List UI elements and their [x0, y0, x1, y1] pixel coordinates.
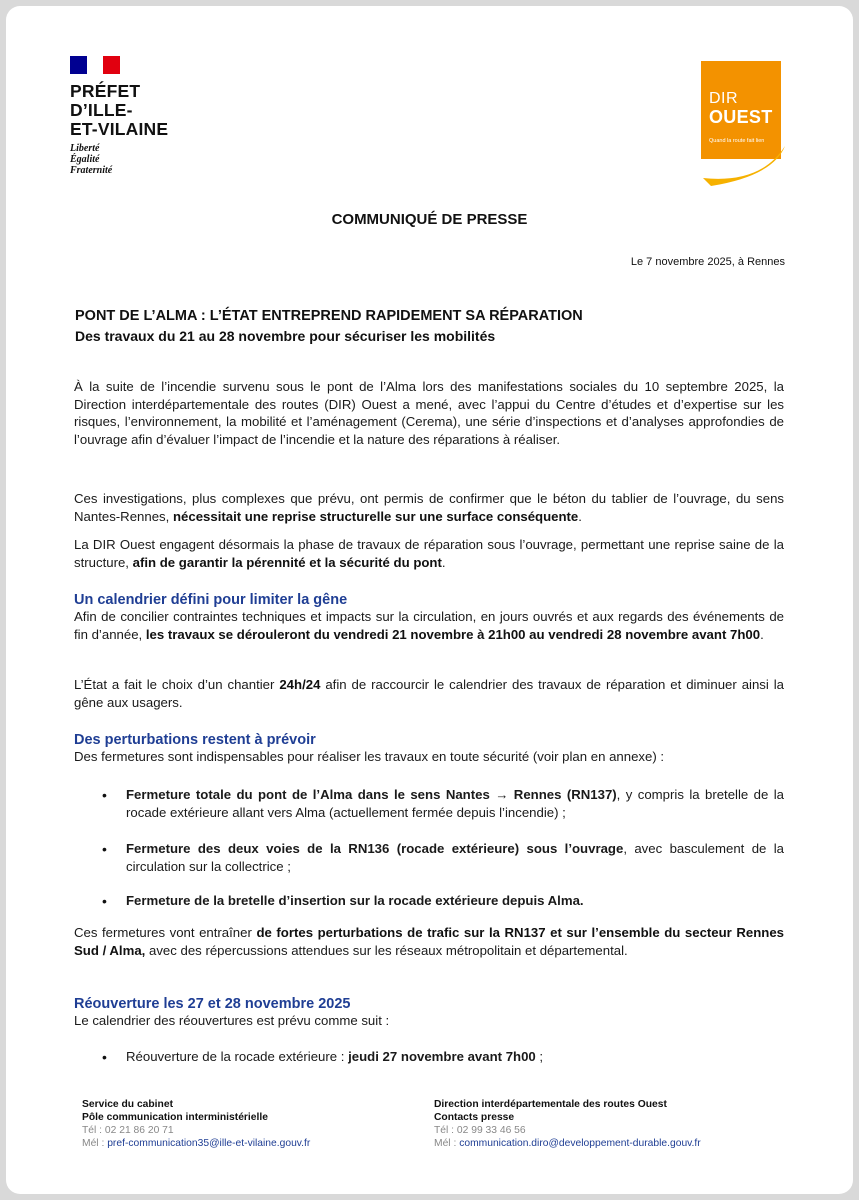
footer-right-contacts: Contacts presse	[434, 1112, 515, 1123]
press-release-page	[6, 6, 853, 1194]
dir-swoosh-icon	[701, 106, 801, 186]
paragraph-investigations: Ces investigations, plus complexes que prévu, ont permis de confirmer que le béton du tablier de l’ouvrage, du sens Nantes-Rennes, nécessitait une reprise structurelle sur une surface conséquente.	[74, 491, 784, 524]
footer-left-phone: Tél : 02 21 86 20 71	[82, 1125, 174, 1136]
dir-logo-line1: DIR	[709, 90, 739, 107]
marianne-flag-logo	[70, 56, 120, 74]
document-heading: COMMUNIQUÉ DE PRESSE	[331, 211, 528, 228]
footer-right-direction: Direction interdépartementale des routes Ouest	[434, 1099, 667, 1110]
footer-left-service: Service du cabinet	[82, 1099, 173, 1110]
section-title-disruptions: Des perturbations restent à prévoir	[74, 732, 316, 748]
paragraph-24h: L’État a fait le choix d’un chantier 24h/24 afin de raccourcir le calendrier des travaux de réparation et diminuer ainsi la gêne aux usagers.	[74, 677, 785, 710]
bullet-dot: •	[102, 893, 107, 909]
paragraph-reopening-intro: Le calendrier des réouvertures est prévu comme suit :	[74, 1013, 390, 1028]
footer-left-mail-link[interactable]: pref-communication35@ille-et-vilaine.gouv.fr	[107, 1138, 311, 1149]
bullet-closure-3: Fermeture de la bretelle d’insertion sur la rocade extérieure depuis Alma.	[126, 893, 584, 908]
prefet-line: D’ILLE-	[70, 100, 133, 120]
paragraph-disruptions: Ces fermetures vont entraîner de fortes perturbations de trafic sur la RN137 et sur l’ensemble du secteur Rennes Sud / Alma, avec des répercussions attendues sur les réseaux métropolitain et départemental.	[74, 925, 785, 958]
devise-line: Égalité	[70, 154, 100, 165]
document-subtitle: Des travaux du 21 au 28 novembre pour sécuriser les mobilités	[75, 328, 496, 344]
devise	[70, 143, 112, 176]
bullet-dot: •	[102, 787, 107, 803]
prefet-line: ET-VILAINE	[70, 119, 169, 139]
paragraph-closures-intro: Des fermetures sont indispensables pour réaliser les travaux en toute sécurité (voir plan en annexe) :	[74, 749, 665, 764]
paragraph-calendar: Afin de concilier contraintes techniques et impacts sur la circulation, en jours ouvrés et aux regards des événements de fin d’année, les travaux se dérouleront du vendredi 21 novembre à 21h00 au vendredi 28 novembre avant 7h00.	[74, 609, 784, 642]
bullet-closure-1: Fermeture totale du pont de l’Alma dans le sens Nantes → Rennes (RN137), y compris la bretelle de la rocade extérieure allant vers Alma (actuellement fermée depuis l’incendie) ;	[126, 787, 784, 820]
devise-line: Liberté	[70, 143, 100, 154]
bullet-closure-2: Fermeture des deux voies de la RN136 (rocade extérieure) sous l’ouvrage, avec basculement de la circulation sur la collectrice ;	[126, 841, 785, 874]
bullet-dot: •	[102, 841, 107, 857]
footer-right-phone: Tél : 02 99 33 46 56	[434, 1125, 526, 1136]
footer-right-contact	[434, 1098, 701, 1150]
footer-left-contact	[82, 1098, 310, 1150]
devise-line: Fraternité	[70, 165, 113, 176]
footer-left-mail: Mél : pref-communication35@ille-et-vilaine.gouv.fr	[82, 1138, 311, 1149]
document-title: PONT DE L’ALMA : L’ÉTAT ENTREPREND RAPIDEMENT SA RÉPARATION	[75, 308, 583, 324]
footer-right-mail: Mél : communication.diro@developpement-durable.gouv.fr	[434, 1138, 701, 1149]
section-title-reopening: Réouverture les 27 et 28 novembre 2025	[74, 996, 351, 1012]
paragraph-intro: À la suite de l’incendie survenu sous le pont de l’Alma lors des manifestations sociales du 10 septembre 2025, la Direction interdépartementale des routes (DIR) Ouest a mené, avec l’appui du Centre d’études et d’expertise sur les risques, l’environnement, la mobilité et l’aménagement (Cerema), une série d’inspections et d’analyses approfondies de l’ouvrage afin d’évaluer l’impact de l’incendie et la nature des réparations à réaliser.	[74, 379, 784, 447]
footer-left-pole: Pôle communication interministérielle	[82, 1112, 268, 1123]
prefet-logo-text	[70, 82, 168, 139]
bullet-reopening-1: Réouverture de la rocade extérieure : jeudi 27 novembre avant 7h00 ;	[126, 1049, 544, 1064]
document-date: Le 7 novembre 2025, à Rennes	[630, 256, 785, 268]
footer-right-mail-link[interactable]: communication.diro@developpement-durable.gouv.fr	[459, 1138, 701, 1149]
section-title-calendar: Un calendrier défini pour limiter la gêne	[74, 592, 348, 608]
dir-logo-line2: OUEST	[709, 107, 773, 127]
prefet-line: PRÉFET	[70, 81, 141, 101]
paragraph-works-phase: La DIR Ouest engagent désormais la phase de travaux de réparation sous l’ouvrage, permettant une reprise saine de la structure, afin de garantir la pérennité et la sécurité du pont.	[74, 537, 784, 570]
dir-logo-tagline: Quand la route fait lien	[709, 138, 765, 144]
bullet-dot: •	[102, 1049, 107, 1065]
